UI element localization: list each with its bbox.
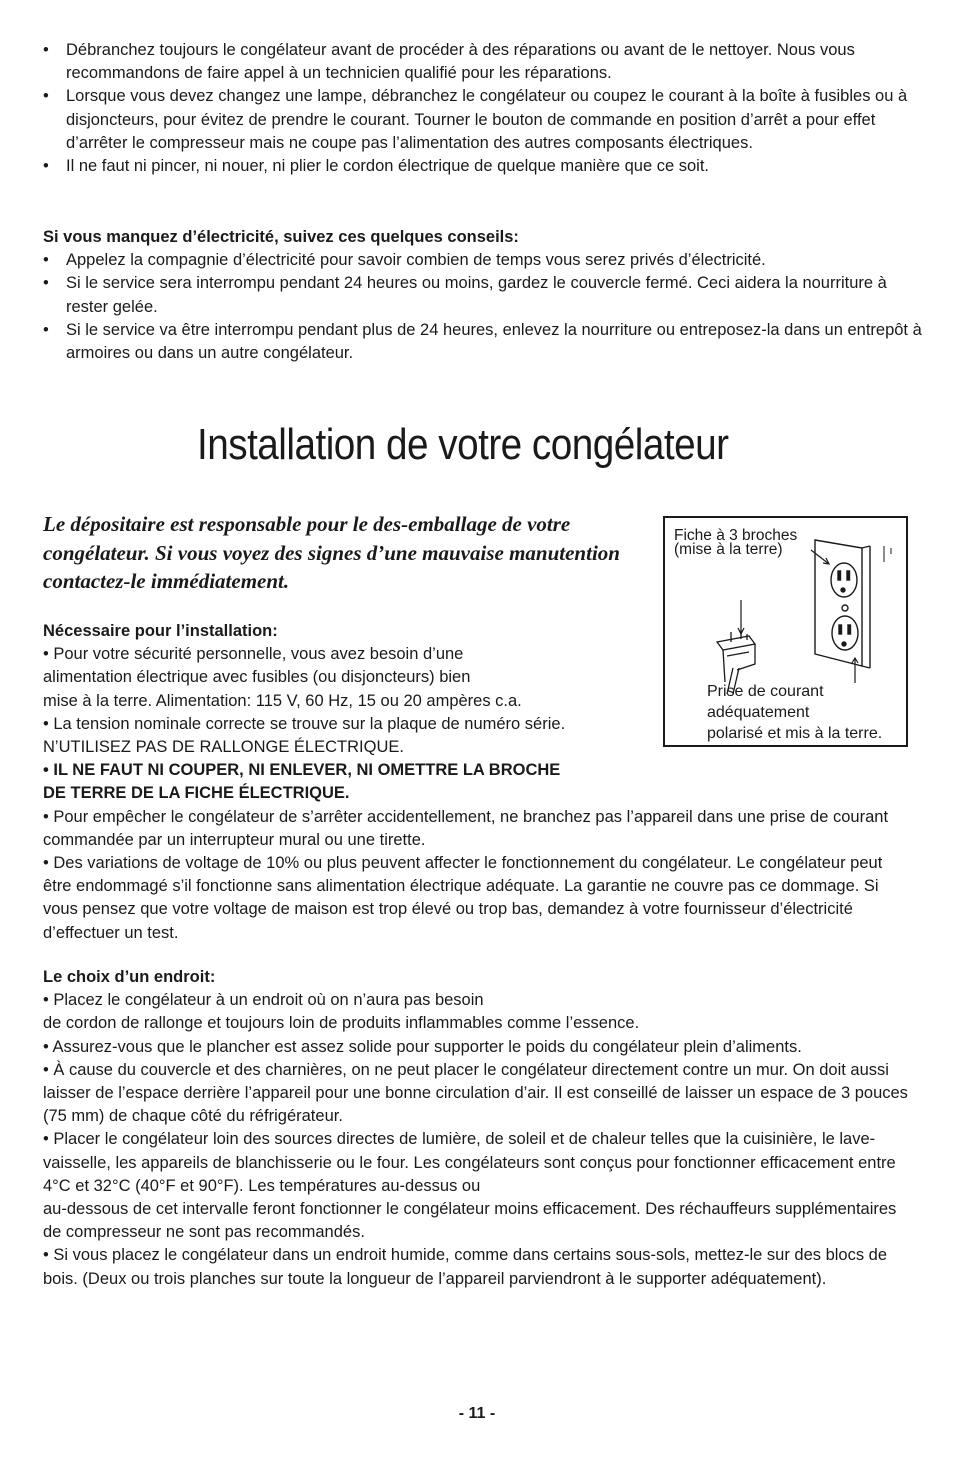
location-paragraph: • À cause du couvercle et des charnières, on ne peut placer le congélateur directement contre un mur. On doit aussi laisser de l’espace derrière l’appareil pour une bonne circulation d’air. Il est conseillé de laisser un espace de 3 pouces (75 mm) de chaque côté du réfrigérateur. [43, 1060, 908, 1126]
list-item: • Si le service va être interrompu pendant plus de 24 heures, enlevez la nourriture ou entreposez-la dans un entrepôt à armoires ou dans un autre congélateur. [43, 319, 923, 365]
requirements-heading: Nécessaire pour l’installation: [43, 622, 278, 640]
warning-line: • IL NE FAUT NI COUPER, NI ENLEVER, NI OMETTRE LA BROCHE [43, 761, 561, 780]
location-paragraph: de cordon de rallonge et toujours loin de produits inflammables comme l’essence. [43, 1014, 640, 1033]
requirement-paragraph: • Pour empêcher le congélateur de s’arrêter accidentellement, ne branchez pas l’appareil dans une prise de courant commandée par un interrupteur mural ou une tirette. [43, 807, 889, 849]
location-paragraph: • Si vous placez le congélateur dans un endroit humide, comme dans certains sous-sols, mettez-le sur des blocs de bois. (Deux ou trois planches sur toute la longueur de l’appareil parviendront à le supporter adéquatement). [43, 1246, 888, 1288]
requirement-line: mise à la terre. Alimentation: 115 V, 60 Hz, 15 ou 20 ampères c.a. [43, 691, 522, 710]
grounded-plug-figure [663, 516, 908, 747]
safety-list [43, 39, 923, 178]
requirement-paragraph: • Des variations de voltage de 10% ou plus peuvent affecter le fonctionnement du congélateur. Le congélateur peut être endommagé s’il fonctionne sans alimentation électrique adéquate. La garantie ne couvre pas ce dommage. Si vous pensez que votre voltage de maison est trop élevé ou trop bas, demandez à votre fournisseur d’électricité d’effectuer un test. [43, 854, 883, 942]
safety-section [43, 39, 923, 178]
requirement-line: alimentation électrique avec fusibles (ou disjoncteurs) bien [43, 668, 471, 687]
page-number: - 11 - [458, 1405, 496, 1422]
power-outage-list [43, 249, 923, 365]
list-item: • Il ne faut ni pincer, ni nouer, ni plier le cordon électrique de quelque manière que ce soit. [43, 155, 923, 178]
requirement-line: N’UTILISEZ PAS DE RALLONGE ÉLECTRIQUE. [43, 738, 404, 757]
list-item: • Débranchez toujours le congélateur avant de procéder à des réparations ou avant de le nettoyer. Nous vous recommandons de faire appel à un technicien qualifié pour les réparations. [43, 39, 923, 85]
warning-line: DE TERRE DE LA FICHE ÉLECTRIQUE. [43, 784, 350, 803]
location-paragraph: au-dessous de cet intervalle feront fonctionner le congélateur moins efficacement. Des réchauffeurs supplémentaires de compresseur ne sont pas recommandés. [43, 1200, 897, 1242]
list-item: • Si le service sera interrompu pendant 24 heures ou moins, gardez le couvercle fermé. Ceci aidera la nourriture à rester gelée. [43, 272, 923, 318]
location-paragraph: • Placer le congélateur loin des sources directes de lumière, de soleil et de chaleur telles que la cuisinière, le lave-vaisselle, les appareils de blanchisserie ou le four. Les congélateurs sont conçus pour fonctionner efficacement entre 4°C et 32°C (40°F et 90°F). Les températures au-dessus ou [43, 1130, 896, 1195]
power-outage-heading: Si vous manquez d’électricité, suivez ces quelques conseils: [43, 228, 519, 246]
plug-label: Fiche à 3 broches (mise à la terre) [674, 527, 798, 558]
location-heading: Le choix d’un endroit: [43, 968, 216, 986]
location-section [43, 966, 913, 1291]
power-outage-section [43, 226, 923, 365]
location-paragraph: • Placez le congélateur à un endroit où on n’aura pas besoin [43, 991, 484, 1010]
intro-notice: Le dépositaire est responsable pour le des-emballage de votre congélateur. Si vous voyez des signes d’une mauvaise manutention contactez-le immédiatement. [43, 512, 620, 593]
outlet-label: Prise de courant adéquatement polarisé et mis à la terre. [707, 683, 883, 742]
requirement-line: • La tension nominale correcte se trouve sur la plaque de numéro série. [43, 714, 566, 733]
requirement-line: • Pour votre sécurité personnelle, vous avez besoin d’une [43, 645, 464, 664]
list-item: • Lorsque vous devez changez une lampe, débranchez le congélateur ou coupez le courant à la boîte à fusibles ou à disjoncteurs, pour évitez de prendre le courant. Tourner le bouton de commande en position d’arrêt a pour effet d’arrêter le compresseur mais ne coupe pas l’alimentation des autres composants électriques. [43, 85, 923, 155]
location-paragraph: • Assurez-vous que le plancher est assez solide pour supporter le poids du congélateur plein d’aliments. [43, 1037, 802, 1056]
page-title: Installation de votre congélateur [197, 420, 729, 469]
list-item: • Appelez la compagnie d’électricité pour savoir combien de temps vous serez privés d’électricité. [43, 249, 923, 272]
